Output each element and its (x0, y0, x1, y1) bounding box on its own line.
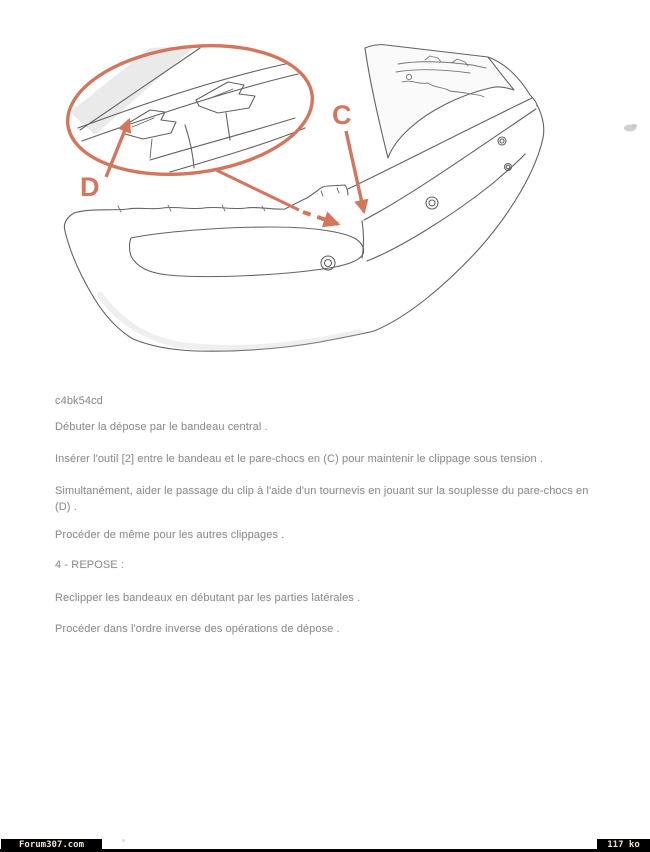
label-d: D (80, 172, 100, 202)
fixing-holes (321, 137, 512, 270)
site-name: Forum307.com (18, 840, 85, 850)
section-heading-repose: 4 - REPOSE : (55, 559, 125, 571)
instruction-paragraph: Simultanément, aider le passage du clip à l'aide d'un tournevis en jouant sur la souplesse du pare-chocs en (D) . (55, 485, 589, 513)
arrow-c (346, 131, 364, 212)
label-c: C (332, 100, 352, 130)
instruction-paragraph: Procéder de même pour les autres clippages . (55, 529, 285, 541)
clip-detail-right (196, 82, 255, 113)
bandeau-recess (130, 227, 364, 277)
file-size: 117 ko (607, 840, 640, 850)
instruction-paragraph: Débuter la dépose par le bandeau central . (55, 421, 268, 433)
instruction-paragraph: Reclipper les bandeaux en débutant par les parties latérales . (55, 592, 361, 604)
instruction-paragraph: Procéder dans l'ordre inverse des opérations de dépose . (55, 623, 340, 635)
scan-artifact (624, 124, 637, 132)
magnifier-leader-line (214, 169, 299, 210)
dashed-arrow (303, 212, 338, 224)
instruction-paragraph: Insérer l'outil [2] entre le bandeau et le pare-chocs en (C) pour maintenir le clippage sous tension . (55, 453, 544, 465)
footer-filesize-label (597, 839, 650, 852)
bumper-diagram (0, 0, 650, 385)
instruction-text-block (55, 393, 607, 637)
footer-site-label (1, 839, 102, 852)
scan-dot (122, 839, 125, 842)
figure-code: c4bk54cd (55, 395, 103, 407)
